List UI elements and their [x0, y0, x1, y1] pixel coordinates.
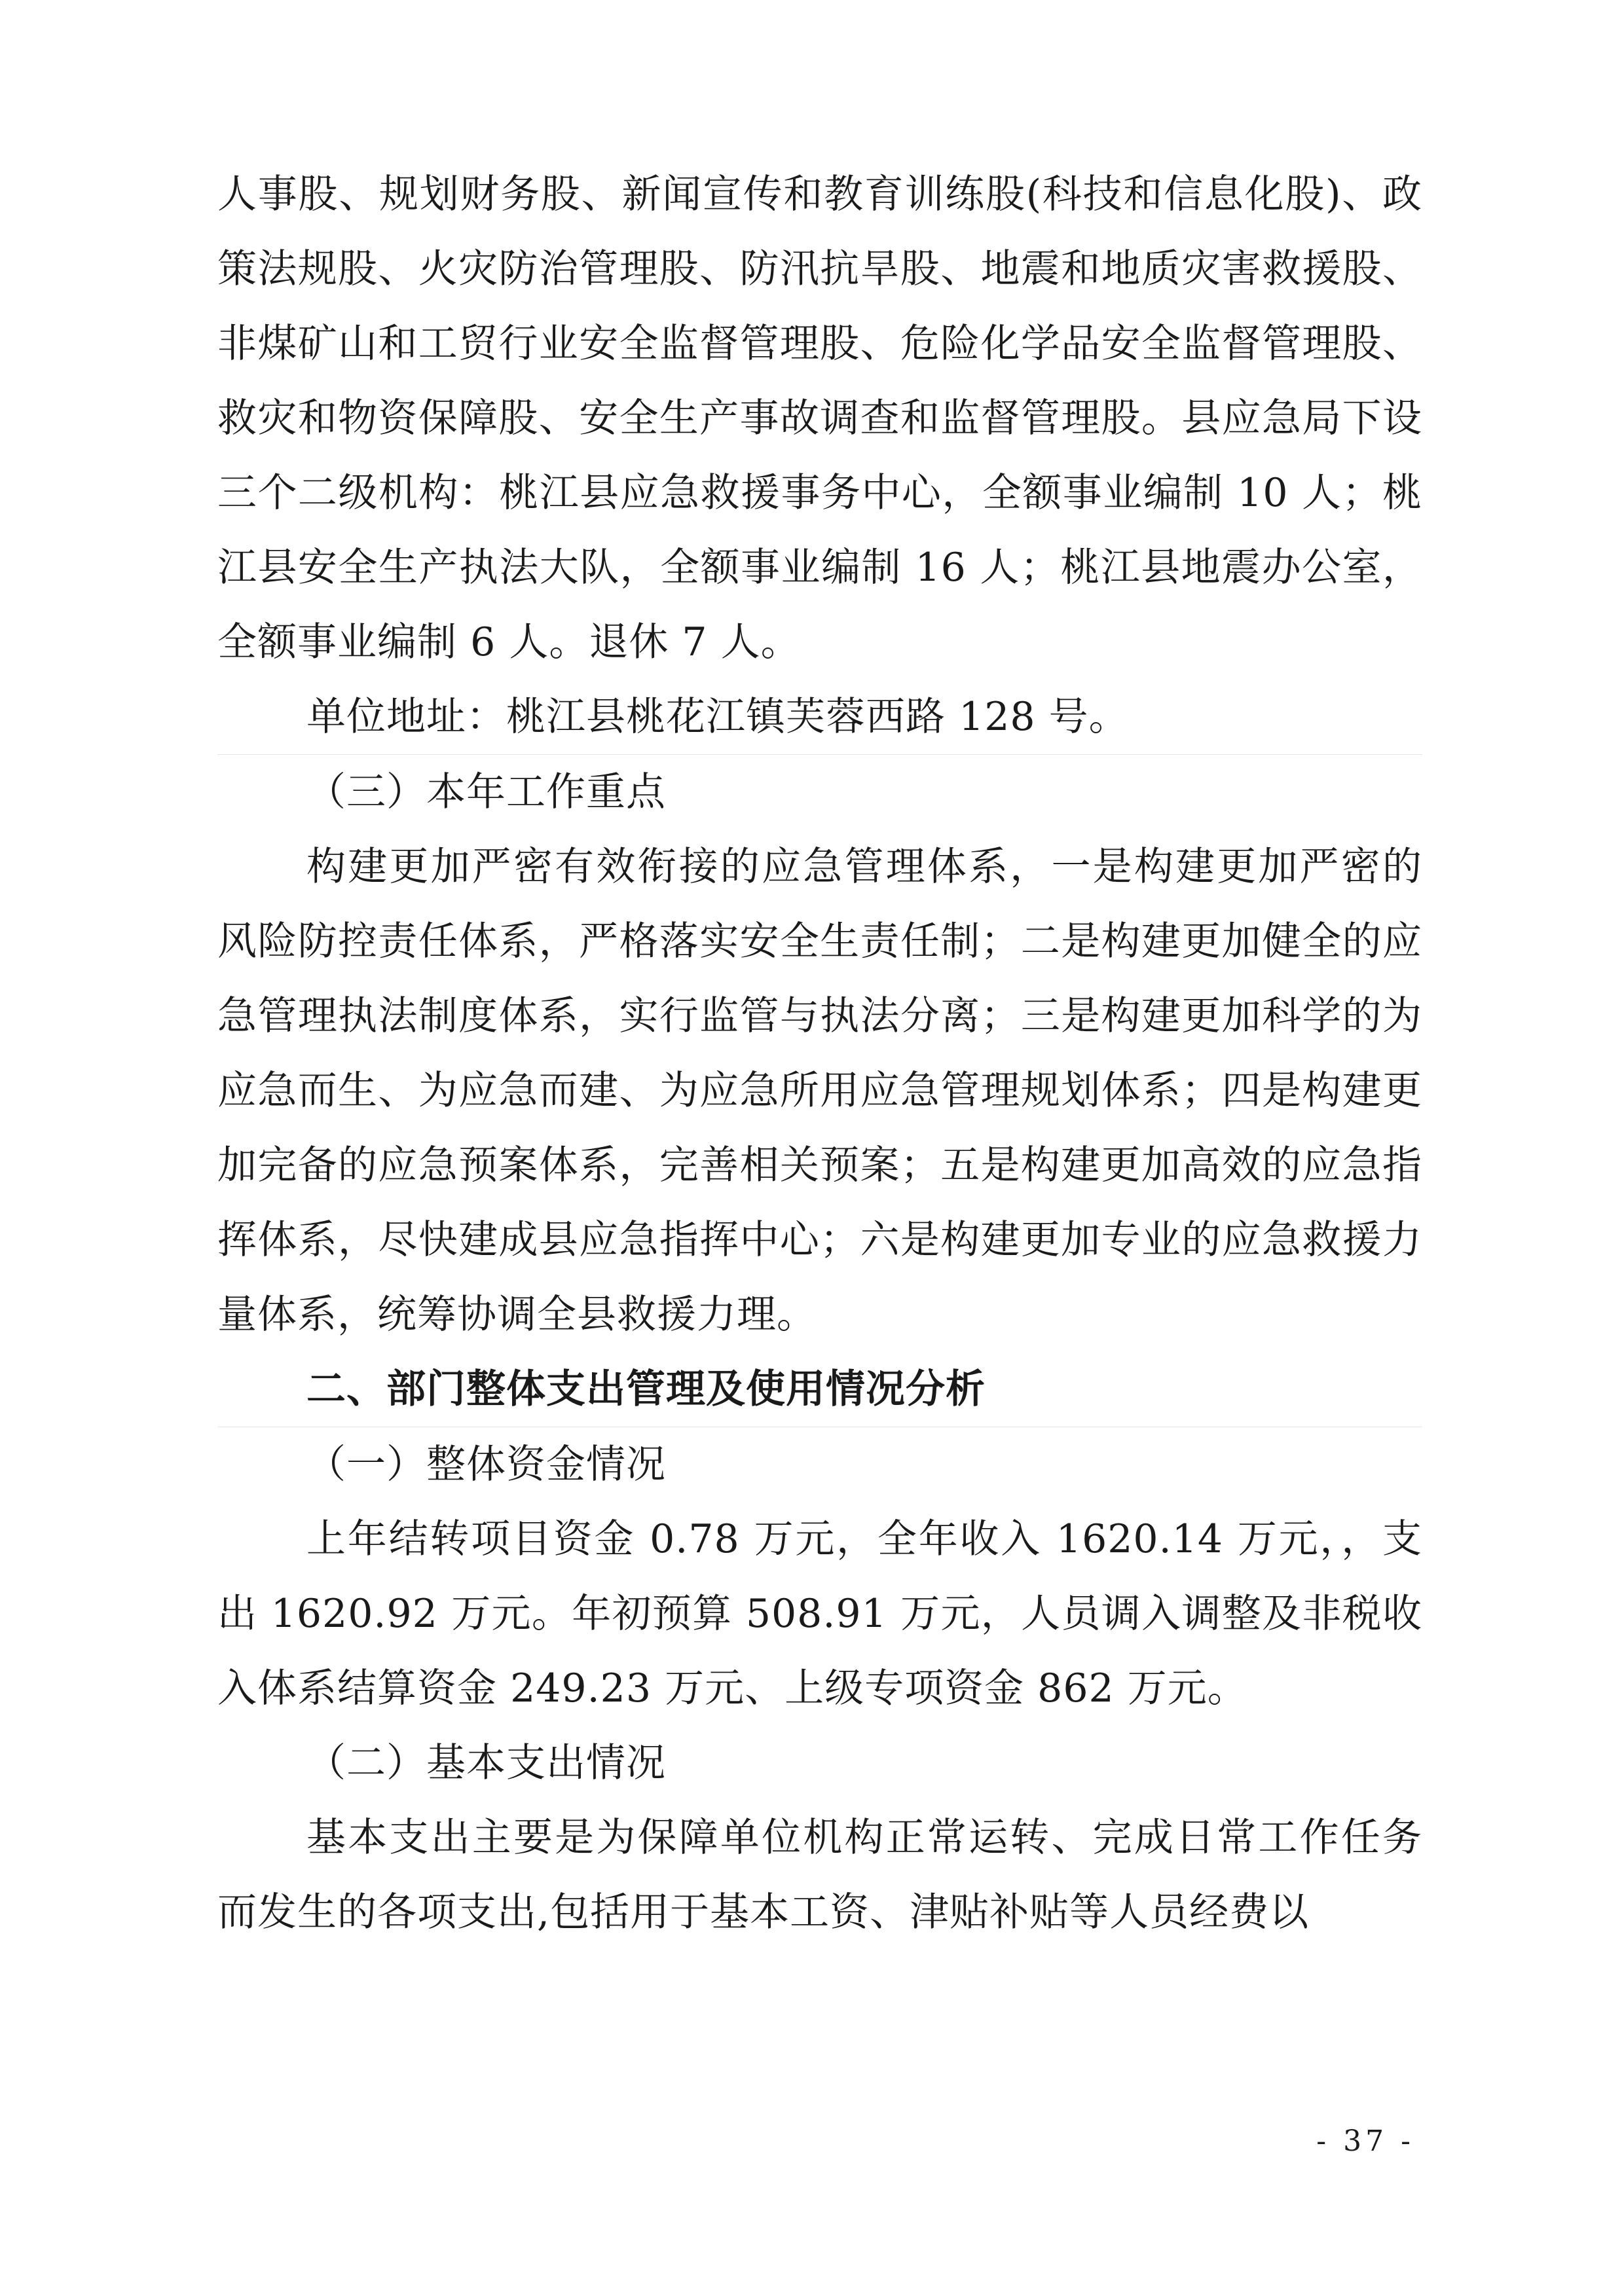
paragraph-work-focus: 构建更加严密有效衔接的应急管理体系，一是构建更加严密的风险防控责任体系，严格落实安全生责任制；二是构建更加健全的应急管理执法制度体系，实行监管与执法分离；三是构建更加科学的为应急而生、为应急而建、为应急所用应急管理规划体系；四是构建更加完备的应急预案体系，完善相关预案；五是构建更加高效的应急指挥体系，尽快建成县应急指挥中心；六是构建更加专业的应急救援力量体系，统筹协调全县救援力理。 — [217, 844, 1422, 1338]
section-heading-basic-expenditure: （二）基本支出情况 — [306, 1740, 666, 1786]
section-heading-funds: （一）整体资金情况 — [306, 1442, 666, 1487]
page-number: - 37 - — [1316, 2124, 1414, 2158]
section-heading-work-focus: （三）本年工作重点 — [306, 769, 666, 815]
paragraph-address: 单位地址：桃江县桃花江镇芙蓉西路 128 号。 — [306, 694, 1129, 740]
paragraph-funds: 上年结转项目资金 0.78 万元，全年收入 1620.14 万元，，支出 1620.92 万元。年初预算 508.91 万元，人员调入调整及非税收入体系结算资金 249.23 万元、上级专项资金 862 万元。 — [217, 1516, 1422, 1711]
paragraph-basic-expenditure: 基本支出主要是为保障单位机构正常运转、完成日常工作任务而发生的各项支出,包括用于基本工资、津贴补贴等人员经费以 — [217, 1815, 1422, 1935]
paragraph-organization: 人事股、规划财务股、新闻宣传和教育训练股(科技和信息化股)、政策法规股、火灾防治管理股、防汛抗旱股、地震和地质灾害救援股、非煤矿山和工贸行业安全监督管理股、危险化学品安全监督管理股、救灾和物资保障股、安全生产事故调查和监督管理股。县应急局下设三个二级机构：桃江县应急救援事务中心，全额事业编制 10 人；桃江县安全生产执法大队，全额事业编制 16 人；桃江县地震办公室，全额事业编制 6 人。退休 7 人。 — [217, 172, 1422, 665]
chapter-heading-expenditure: 二、部门整体支出管理及使用情况分析 — [306, 1366, 986, 1412]
document-body — [217, 157, 1422, 1950]
